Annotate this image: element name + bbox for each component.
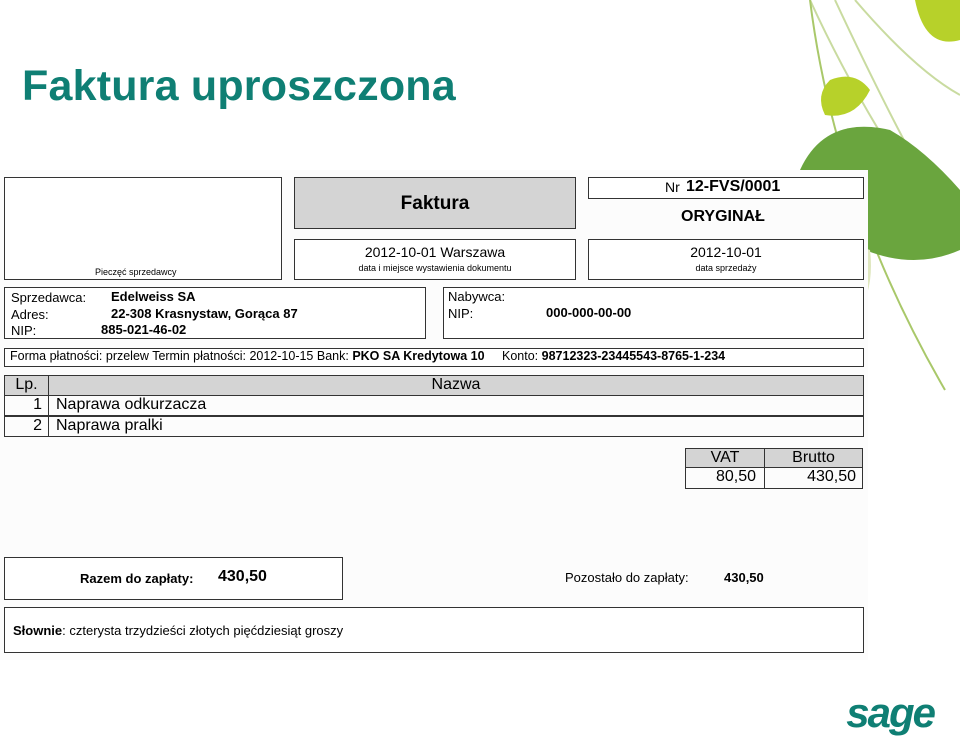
totals-gross: 430,50 [764, 467, 863, 489]
totals-header-vat: VAT [685, 448, 765, 468]
in-words-label: Słownie [13, 623, 63, 638]
invoice-number: 12-FVS/0001 [686, 178, 781, 195]
row-name: Naprawa odkurzacza [48, 395, 864, 416]
seller-box [4, 287, 426, 339]
in-words-text: : czterysta trzydzieści złotych pięćdziesiąt groszy [62, 623, 344, 638]
remaining-amount: 430,50 [724, 570, 764, 585]
seller-address: 22-308 Krasnystaw, Gorąca 87 [111, 306, 298, 321]
number-prefix: Nr [665, 179, 680, 195]
account-number: 98712323-23445543-8765-1-234 [541, 349, 726, 363]
stamp-caption: Pieczęć sprzedawcy [95, 267, 177, 277]
payment-box [4, 348, 864, 367]
seller-stamp-box [4, 177, 282, 280]
seller-label: Sprzedawca: [11, 290, 87, 305]
payment-bank: PKO SA Kredytowa 10 [352, 349, 485, 363]
slide-title: Faktura uproszczona [22, 62, 456, 110]
invoice-document [0, 170, 868, 660]
payment-prefix: Forma płatności: przelew Termin płatności: 2012-10-15 Bank: [10, 349, 349, 363]
col-header-lp: Lp. [4, 375, 49, 396]
buyer-box [443, 287, 864, 339]
doc-type: Faktura [400, 193, 470, 214]
buyer-nip: 000-000-00-00 [546, 305, 632, 320]
seller-nip-label: NIP: [11, 323, 37, 338]
issue-caption: data i miejsce wystawienia dokumentu [358, 263, 512, 273]
col-header-name: Nazwa [48, 375, 864, 396]
row-lp: 1 [4, 395, 49, 416]
remaining-label: Pozostało do zapłaty: [565, 570, 689, 585]
total-due: 430,50 [218, 568, 267, 585]
sale-date: 2012-10-01 [690, 244, 762, 260]
account-label: Konto: [502, 349, 539, 363]
row-name: Naprawa pralki [48, 416, 864, 437]
seller-name: Edelweiss SA [111, 289, 196, 304]
total-due-label: Razem do zapłaty: [80, 571, 194, 586]
in-words [13, 623, 343, 638]
invoice-number-box [588, 177, 864, 199]
buyer-label: Nabywca: [448, 289, 506, 304]
row-lp: 2 [4, 416, 49, 437]
sale-caption: data sprzedaży [695, 263, 757, 273]
total-due-box [4, 557, 343, 600]
sage-logo: sage [846, 689, 934, 736]
copy-label: ORYGINAŁ [681, 208, 765, 225]
payment-terms [10, 349, 725, 363]
sale-date-box [588, 239, 864, 280]
doc-type-box [294, 177, 576, 229]
seller-nip: 885-021-46-02 [101, 322, 187, 337]
in-words-box [4, 607, 864, 653]
issue-place-date: 2012-10-01 Warszawa [364, 244, 506, 260]
address-label: Adres: [11, 307, 49, 322]
totals-header-gross: Brutto [764, 448, 863, 468]
buyer-nip-label: NIP: [448, 306, 474, 321]
totals-vat: 80,50 [685, 467, 765, 489]
issue-box [294, 239, 576, 280]
